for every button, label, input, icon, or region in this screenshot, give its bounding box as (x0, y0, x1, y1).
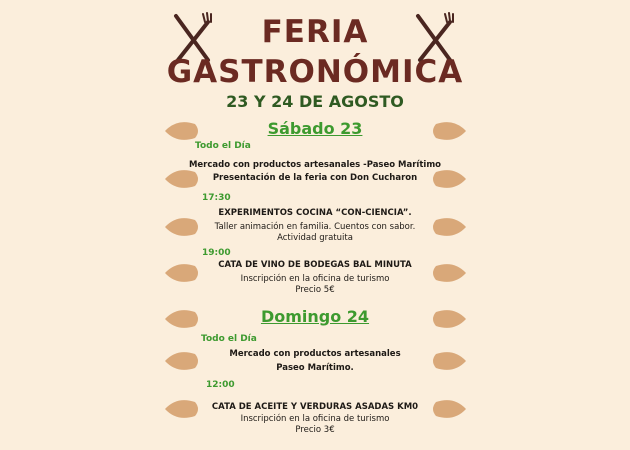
title-line-2: GASTRONÓMICA (166, 54, 464, 90)
sunday-event-1-line-1: Inscripción en la oficina de turismo (240, 414, 390, 424)
saturday-event-2-line-2: Precio 5€ (295, 285, 335, 295)
saturday-time-1: 17:30 (202, 193, 231, 203)
sunday-heading: Domingo 24 (260, 307, 370, 326)
saturday-all-day-line-2: Presentación de la feria con Don Cucharon (212, 173, 418, 183)
sunday-event-1-title: CATA DE ACEITE Y VERDURAS ASADAS KM0 (211, 402, 419, 412)
event-dates: 23 Y 24 DE AGOSTO (226, 92, 404, 111)
saturday-all-day-label: Todo el Día (195, 141, 251, 151)
saturday-event-1-line-1: Taller animación en familia. Cuentos con sabor. (214, 222, 416, 232)
saturday-event-1-line-2: Actividad gratuita (277, 233, 353, 243)
saturday-heading: Sábado 23 (267, 119, 363, 138)
saturday-event-2-line-1: Inscripción en la oficina de turismo (240, 274, 390, 284)
saturday-event-2-title: CATA DE VINO DE BODEGAS BAL MINUTA (218, 260, 412, 270)
sunday-time-1: 12:00 (206, 380, 235, 390)
saturday-time-2: 19:00 (202, 248, 231, 258)
sunday-all-day-label: Todo el Día (201, 334, 257, 344)
sunday-event-1-line-2: Precio 3€ (295, 425, 335, 435)
saturday-event-1-title: EXPERIMENTOS COCINA “CON-CIENCIA”. (218, 208, 412, 218)
saturday-all-day-line-1: Mercado con productos artesanales -Paseo Marítimo (188, 160, 442, 170)
sunday-all-day-line-1: Mercado con productos artesanales (229, 349, 401, 359)
title-line-1: FERIA (261, 14, 369, 50)
sunday-all-day-line-2: Paseo Marítimo. (276, 363, 354, 373)
